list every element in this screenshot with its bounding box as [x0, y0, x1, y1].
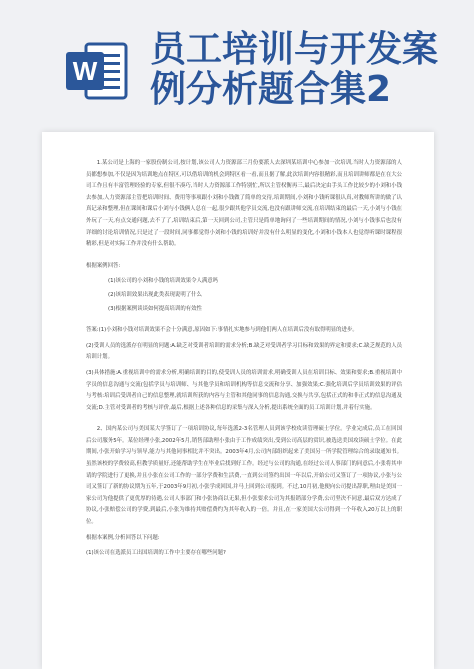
- case-1-answer-1: 答案:(1)小刘和小钱对培训效果不会十分满意,原因如下:事情扎实地参与到他们两人在培训后没有取得明显的进步。: [86, 327, 358, 334]
- title-line-1: 员工培训与开发案: [150, 29, 439, 70]
- word-icon-letter: W: [72, 56, 98, 86]
- case-1-question-3: (3)根据案例谈谈如何提高培训的有效性: [108, 305, 202, 312]
- title-line-2: 例分析题合集2: [150, 69, 392, 110]
- case-2-paragraph: 2、国内某公司与美国某大学签订了一项培训协议,每年选派2-3名管理人员到该学校攻读管理硕士学位。学业完成后,员工在回国后公司服务5年。某位经理小张,2002年5月,销售部助理小张由于工作成绩突出,受到公司高层的赏识,被选送美国攻读硕士学位。在此期间,小张开始学习与领导,能力与其他同事相比并不突出。2003年4月,公司内部组织起来了美国另一所学院管理综合的录取通知书。虽然该校的学费较高,但教学质量好,还能帮助学生在毕业后找到好工作。经过与公司的沟通,在经过公司人事部门的同意后,小张将其申请的学院进行了更换,并且小张在公司工作的一部分学费和生活费,一直到公司签约出国一年以后,开始公司又签订了一项协议,小张与公司又签订了新的协议期为五年,于2003年9月初,小张学成回国,并马上回到公司报到。不过,10月初,他便向公司提出辞职,理由是美国一家公司为他提供了更优厚的待遇,公司人事部门和小张协商以无果,但小张要求公司为其报销部分学费,公司坚决不同意,最后双方达成了协议,小张赔偿公司的学费,到最后,小张为维持其赔偿费约为其年收入的一倍。并且,在一家美国大公司得到一个年收入20万以上的职位。: [86, 426, 402, 526]
- case-2-question-intro: 根据本案例,分析回答以下问题:: [86, 534, 160, 541]
- document-body: [86, 158, 402, 564]
- page-header: [0, 0, 474, 120]
- case-1-question-1: (1)该公司的小刘和小钱的培训效果令人满意吗: [108, 278, 219, 285]
- case-1-paragraph: 1.某公司是上海的一家股份制公司,按计划,该公司人力资源部三月份要派人去深圳某培训中心参加一次培训,当时人力资源部的人员都想参加,不仅是因为培训地点在特区,可以借培训的机会到特区看一看,而且据了解,此次培训内容很精彩,而且培训讲师都是在在大公司工作且有丰富管理经验的专家,但很不凑巧,当时人力资源部工作特别忙,所以主管权衡再三,最后决定由手头工作比较少的小刘和小钱去参加,人力资源部主管把培训时间、费用等事项跟小刘和小钱做了简单的交待,培训期间,小刘和小钱听课很认真,对教师所讲的做了认真记录和整理,但在课间和课后小刘与小钱俩人总在一起,很少跟其他学员交流,也没有跟讲师交流,在培训结束的最后一天,小刘与小钱在外玩了一天,有点交通问题,去不了了,培训结束后,第一天回到公司,主管只是简单地询问了一些培训期间的情况,小刘与小钱事后也没有详细的讨论培训情况,只是过了一段时间,同事都觉得小刘和小钱的培训好并没有什么明显的变化,小刘和小钱本人也觉得听课时课程很精彩,但是对实际工作并没有什么帮助。: [86, 160, 402, 248]
- case-1-answer-2: (2)受训人员的选派存在明显的问题:A.缺乏对受训者培训的需求分析;B.缺乏对受训者学习目标和效果的界定和要求;C.缺乏规范的人员培训计划。: [86, 342, 402, 361]
- case-2-question-1: (1)该公司在选派员工出国培训的工作中主要存在哪些问题?: [86, 550, 226, 557]
- document-page: [42, 132, 434, 669]
- case-1-question-2: (2)该培训效果出现此类表现说明了什么: [108, 291, 202, 298]
- word-document-icon: [64, 38, 130, 104]
- case-1-question-intro: 根据案例回答:: [86, 262, 121, 269]
- page-title: [150, 30, 460, 110]
- case-1-answer-3: (3)具体措施:A.重视培训中的需求分析,明确培训的目的,使受训人员的培训需求,明确受训人员在培训目标、效果和要求;B.重视培训中学员的信息沟通与交流(包括学员与培训师、与其他学员和培训机构等信息交流和分享、加强效果;C.强化培训后学员培训效果的评估与考核:培训后受训者自己的信息整理,就培训所获的内容与主管和其他同事的信息沟通,交换与共享,包括正式的和非正式的信息沟通及交流;D.主管对受训者的考核与评价,最后,根据上述各种信息的采集与深入分析,提出系统全面的员工培训计划,并着行实施。: [86, 369, 402, 411]
